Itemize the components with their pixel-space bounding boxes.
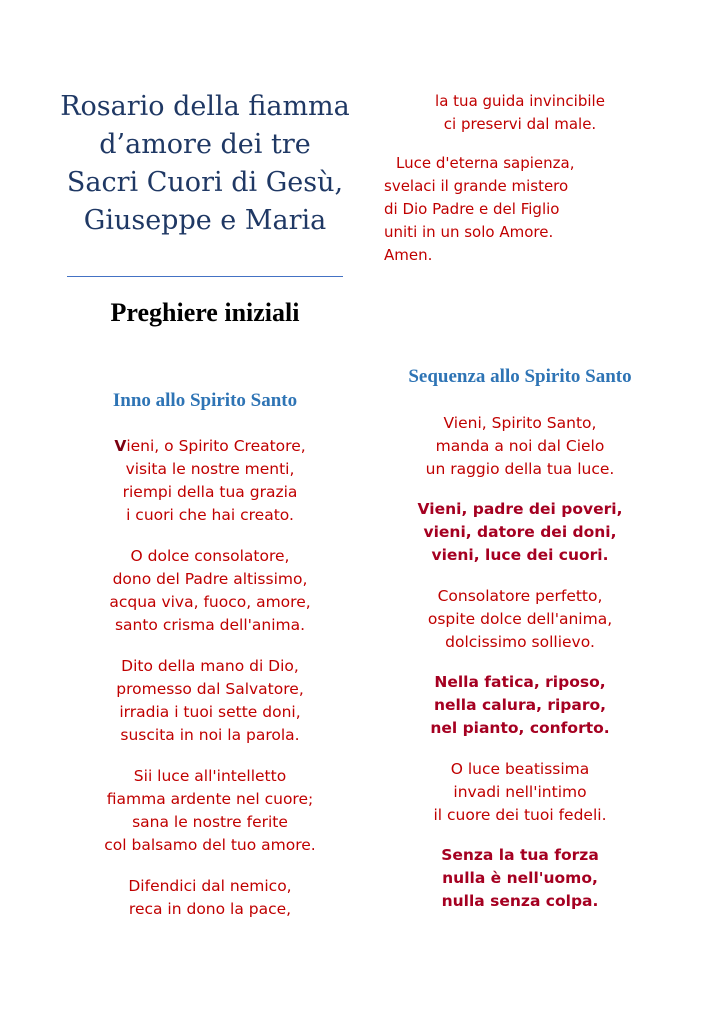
inno-line: O dolce consolatore,: [130, 547, 290, 565]
continuation-line: la tua guida invincibile: [435, 92, 605, 110]
section-heading: Preghiere iniziali: [110, 298, 300, 327]
inno-line: dono del Padre altissimo,: [112, 570, 308, 588]
sequenza-line: Nella fatica, riposo,: [434, 673, 606, 691]
inno-stanza-1: [60, 435, 360, 527]
inno-line: visita le nostre menti,: [125, 460, 295, 478]
sequenza-stanza-1: [370, 412, 670, 481]
sequenza-line: Senza la tua forza: [441, 846, 599, 864]
inno-line: ieni, o Spirito Creatore,: [126, 437, 306, 455]
continuation-line: ci preservi dal male.: [443, 115, 597, 133]
inno-stanza-4: [55, 765, 365, 857]
inno-continuation-a: [385, 90, 655, 136]
inno-line: reca in dono la pace,: [128, 900, 292, 918]
sequenza-line: nulla è nell'uomo,: [442, 869, 598, 887]
sequenza-line: ospite dolce dell'anima,: [427, 610, 613, 628]
inno-stanza-3: [55, 655, 365, 747]
sequenza-stanza-5: [370, 758, 670, 827]
continuation-line: Luce d'eterna sapienza,: [396, 154, 575, 172]
sequenza-line: un raggio della tua luce.: [425, 460, 615, 478]
inno-line: Sii luce all'intelletto: [133, 767, 287, 785]
inno-line: acqua viva, fuoco, amore,: [109, 593, 311, 611]
continuation-line: svelaci il grande mistero: [384, 177, 569, 195]
inno-stanza-2: [55, 545, 365, 637]
continuation-line: di Dio Padre e del Figlio: [384, 200, 560, 218]
continuation-line: Amen.: [384, 246, 433, 264]
sequenza-line: vieni, luce dei cuori.: [431, 546, 609, 564]
inno-line: riempi della tua grazia: [122, 483, 298, 501]
sequenza-line: Vieni, Spirito Santo,: [443, 414, 597, 432]
sequenza-stanza-2: [370, 498, 670, 567]
sequenza-line: Consolatore perfetto,: [437, 587, 603, 605]
sequenza-line: vieni, datore dei doni,: [423, 523, 617, 541]
sequenza-stanza-6: [370, 844, 670, 913]
sequenza-line: nulla senza colpa.: [441, 892, 599, 910]
continuation-line: uniti in un solo Amore.: [384, 223, 554, 241]
inno-title: Inno allo Spirito Santo: [112, 390, 298, 411]
inno-line: irradia i tuoi sette doni,: [119, 703, 301, 721]
sequenza-line: invadi nell'intimo: [453, 783, 587, 801]
sequenza-title: Sequenza allo Spirito Santo: [408, 366, 632, 387]
inno-line: suscita in noi la parola.: [120, 726, 300, 744]
sequenza-line: dolcissimo sollievo.: [445, 633, 595, 651]
inno-first-line: [60, 435, 360, 458]
sequenza-line: nella calura, riparo,: [433, 696, 607, 714]
sequenza-line: il cuore dei tuoi fedeli.: [433, 806, 607, 824]
page-title: Rosario della fiamma d’amore dei tre Sacri Cuori di Gesù, Giuseppe e Maria: [60, 91, 350, 236]
drop-cap: V: [114, 437, 127, 455]
inno-line: santo crisma dell'anima.: [114, 616, 306, 634]
sequenza-stanza-4: [370, 671, 670, 740]
title-divider: [67, 276, 343, 277]
sequenza-line: nel pianto, conforto.: [430, 719, 610, 737]
sequenza-line: manda a noi dal Cielo: [435, 437, 605, 455]
inno-line: Dito della mano di Dio,: [121, 657, 299, 675]
inno-line: i cuori che hai creato.: [126, 506, 294, 524]
sequenza-line: Vieni, padre dei poveri,: [417, 500, 623, 518]
inno-stanza-5: [55, 875, 365, 921]
inno-line: fiamma ardente nel cuore;: [106, 790, 314, 808]
inno-line: sana le nostre ferite: [132, 813, 288, 831]
inno-line: col balsamo del tuo amore.: [104, 836, 316, 854]
inno-continuation-b: [384, 152, 664, 267]
sequenza-line: O luce beatissima: [450, 760, 590, 778]
inno-line: promesso dal Salvatore,: [116, 680, 304, 698]
inno-line: Difendici dal nemico,: [128, 877, 292, 895]
sequenza-stanza-3: [370, 585, 670, 654]
